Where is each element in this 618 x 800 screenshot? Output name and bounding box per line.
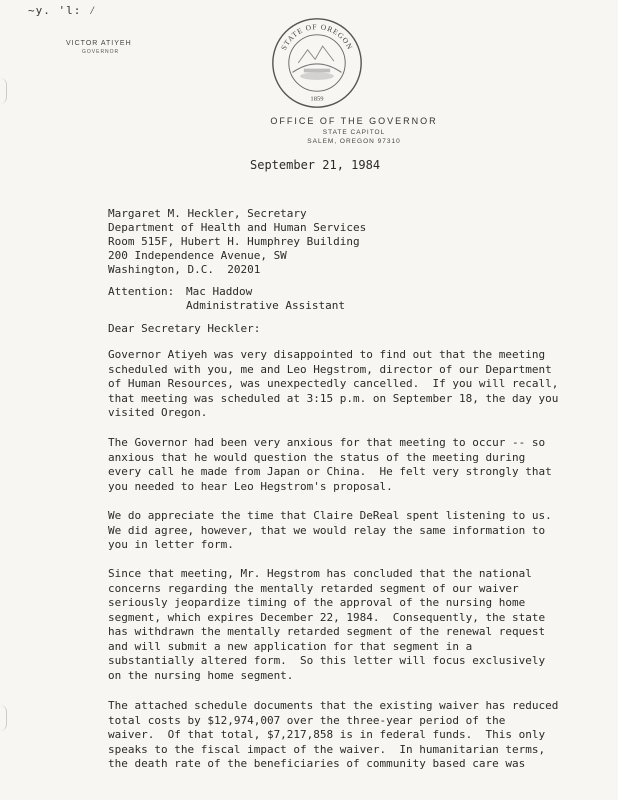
recipient-line: Room 515F, Hubert H. Humphrey Building [108,235,360,248]
text-line: and will submit a new application for that segment in a [108,639,473,653]
office-title: OFFICE OF THE GOVERNOR [270,116,438,126]
text-line: every call he made from Japan or China. He felt very strongly that [108,465,552,478]
text-line: scheduled with you, me and Leo Hegstrom, director of our Department [108,362,552,376]
salutation: Dear Secretary Heckler: [108,322,261,335]
text-line: anxious that he would question the status of the meeting during [108,450,526,464]
paragraph-1 [108,348,588,421]
seal-top-text: STATE OF OREGON [279,22,355,52]
handwritten-mark: ~y. 'l: ⁄ [28,4,97,17]
text-line: We did agree, however, that we would relay the same information to [108,523,546,537]
text-line: We do appreciate the time that Claire DeReal spent listening to us. [108,509,552,522]
recipient-address [108,207,366,277]
text-line: visited Oregon. [108,406,208,419]
text-line: seriously jeopardize timing of the approval of the nursing home [108,596,526,609]
office-header [0,116,618,145]
sender-title: GOVERNOR [82,49,120,55]
text-line: substantially altered form. So this letter will focus exclusively [108,654,546,667]
recipient-line: Washington, D.C. 20201 [108,263,261,276]
svg-text:STATE OF OREGON [279,22,355,51]
text-line: of Human Resources, was unexpectedly cancelled. If you will recall, [108,377,559,390]
text-line: on the nursing home segment. [108,668,294,682]
text-line: has withdrawn the mentally retarded segment of the renewal request [108,625,546,638]
attention-role: Administrative Assistant [186,299,345,312]
sender-name: VICTOR ATIYEH [66,40,132,47]
text-line: segment, which expires December 22, 1984. Consequently, the state [108,610,546,624]
scan-edge-mark [0,78,7,104]
seal-year: 1859 [310,95,324,103]
attention-block [186,285,345,313]
text-line: The attached schedule documents that the existing waiver has reduced [108,699,559,712]
recipient-line: Margaret M. Heckler, Secretary [108,207,307,220]
text-line: you in letter form. [108,538,234,551]
attention-name: Mac Haddow [186,285,253,298]
attention-label: Attention: [108,285,175,298]
scan-edge-mark [0,705,7,731]
text-line: concerns regarding the mentally retarded segment of our waiver [108,581,519,595]
text-line: The Governor had been very anxious for that meeting to occur -- so [108,436,546,449]
text-line: Governor Atiyeh was very disappointed to find out that the meeting [108,348,546,361]
paragraph-4 [108,567,588,683]
text-line: the death rate of the beneficiaries of community based care was [108,757,526,770]
text-line: that meeting was scheduled at 3:15 p.m. on September 18, the day you [108,391,559,405]
office-address-line2: SALEM, OREGON 97310 [307,138,401,145]
paragraph-3 [108,509,588,553]
text-line: total costs by $12,974,007 over the three-year period of the [108,713,506,727]
text-line: waiver. Of that total, $7,217,858 is in federal funds. This only [108,728,546,741]
office-address-line1: STATE CAPITOL [322,129,386,136]
paragraph-2 [108,436,588,494]
text-line: you needed to hear Leo Hegstrom's proposal. [108,479,393,493]
text-line: Since that meeting, Mr. Hegstrom has concluded that the national [108,567,532,580]
recipient-line: 200 Independence Avenue, SW [108,249,287,262]
letter-date: September 21, 1984 [250,158,381,172]
sender-block [66,40,132,55]
state-seal-icon [270,16,364,110]
text-line: speaks to the fiscal impact of the waiver. In humanitarian terms, [108,742,546,756]
paragraph-5 [108,699,588,772]
recipient-line: Department of Health and Human Services [108,221,367,234]
